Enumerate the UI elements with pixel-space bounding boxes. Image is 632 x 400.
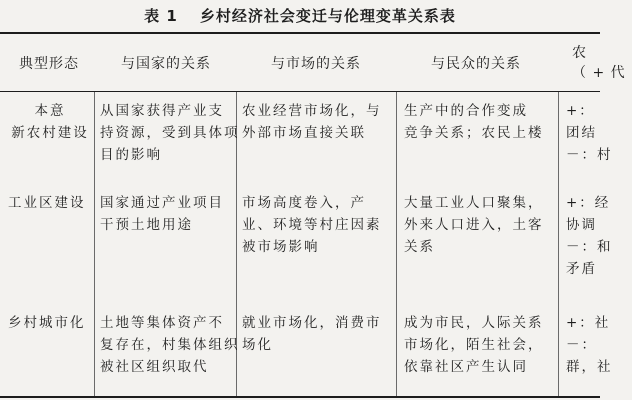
cell-line: 工业区建设 [8, 195, 86, 211]
cell-line: 就业市场化，消费市 [242, 315, 382, 331]
header-state: 与国家的关系 [121, 56, 211, 72]
cell-market [242, 312, 382, 356]
header-last [572, 36, 632, 90]
header-market: 与市场的关系 [271, 56, 361, 72]
header-people: 与民众的关系 [431, 56, 521, 72]
cell-line: 从国家获得产业支 [100, 103, 224, 119]
cell-line: 市场高度卷入，产 [242, 195, 366, 211]
cell-market [242, 192, 382, 258]
cell-state [100, 100, 240, 166]
cell-line: 生产中的合作变成 [404, 103, 528, 119]
table-caption [0, 2, 600, 28]
cell-line: 国家通过产业项目 [100, 195, 224, 211]
bottom-rule [0, 396, 600, 398]
cell-state [100, 312, 240, 378]
cell-type [8, 312, 86, 334]
cell-line: 本意 [34, 103, 66, 119]
cell-line: +： [566, 103, 595, 119]
cell-people [404, 192, 544, 258]
cell-line: 大量工业人口聚集， [404, 195, 544, 211]
table-label: 表 1 [144, 6, 178, 25]
cell-line: 被市场影响 [242, 239, 320, 255]
header-rule [0, 91, 600, 92]
cell-market [242, 100, 382, 144]
table-title: 乡村经济社会变迁与伦理变革关系表 [199, 6, 456, 25]
column-divider [558, 92, 559, 396]
cell-line: 关系 [404, 239, 435, 255]
cell-people [404, 100, 544, 144]
cell-line: 业、环境等村庄因素 [242, 217, 382, 233]
cell-line: 矛盾 [566, 261, 597, 277]
cell-line: +：经 [566, 195, 611, 211]
cell-line: 外部市场直接关联 [242, 125, 366, 141]
cell-line: +：社 [566, 315, 611, 331]
cell-line: 依靠社区产生认同 [404, 359, 528, 375]
cell-line: 复存在，村集体组织 [100, 337, 240, 353]
cell-line: 土地等集体资产不 [100, 315, 224, 331]
column-divider [94, 92, 95, 396]
cell-line: 干预土地用途 [100, 217, 193, 233]
header-type: 典型形态 [19, 56, 79, 72]
cell-line: 市场化，陌生社会， [404, 337, 544, 353]
cell-line: 新农村建设 [11, 125, 89, 141]
cell-line: 外来人口进入，土客 [404, 217, 544, 233]
top-rule [0, 32, 600, 34]
cell-line: 协调 [566, 217, 597, 233]
header-last-line-1: 农 [572, 45, 587, 61]
cell-people [404, 312, 544, 378]
cell-type [8, 192, 86, 214]
cell-line: 农业经营市场化，与 [242, 103, 382, 119]
cell-line: 成为市民，人际关系 [404, 315, 544, 331]
cell-line: 竞争关系；农民上楼 [404, 125, 544, 141]
cell-line: 目的影响 [100, 147, 162, 163]
cell-line: －：和 [566, 239, 613, 255]
cell-line: 被社区组织取代 [100, 359, 209, 375]
cell-line: 团结 [566, 125, 597, 141]
cell-state [100, 192, 224, 236]
cell-line: －： [566, 337, 597, 353]
header-last-line-2: （ + 代 [572, 65, 626, 81]
cell-type [10, 100, 90, 144]
cell-line: 持资源，受到具体项 [100, 125, 240, 141]
cell-last [566, 312, 613, 378]
cell-last [566, 100, 613, 166]
cell-line: －：村 [566, 147, 613, 163]
cell-line: 群，社 [566, 359, 613, 375]
cell-line: 场化 [242, 337, 273, 353]
cell-line: 乡村城市化 [8, 315, 86, 331]
cell-last [566, 192, 613, 280]
column-divider [396, 92, 397, 396]
